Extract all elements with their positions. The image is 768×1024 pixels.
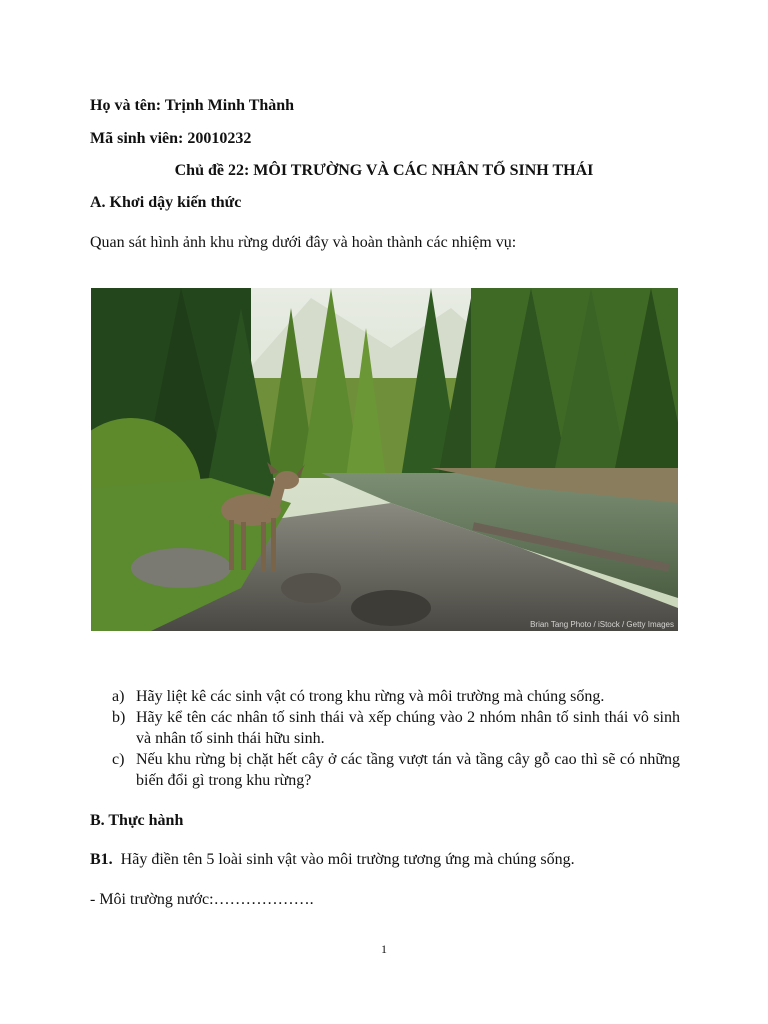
task-marker: c)	[112, 751, 125, 768]
student-name: Họ và tên: Trịnh Minh Thành	[90, 97, 295, 114]
task-text: Nếu khu rừng bị chặt hết cây ở các tầng vượt tán và tầng cây gỗ cao thì sẽ có những biến đổi gì trong khu rừng?	[136, 751, 680, 789]
section-b-heading: B. Thực hành	[90, 812, 184, 829]
topic-title: Chủ đề 22: MÔI TRƯỜNG VÀ CÁC NHÂN TỐ SINH THÁI	[174, 162, 594, 179]
image-credit: Brian Tang Photo / iStock / Getty Images	[530, 620, 674, 629]
forest-photo	[91, 288, 678, 631]
b1-label: B1.	[90, 851, 113, 868]
list-item	[88, 749, 680, 791]
section-a-intro: Quan sát hình ảnh khu rừng dưới đây và hoàn thành các nhiệm vụ:	[90, 234, 517, 251]
b1-text: Hãy điền tên 5 loài sinh vật vào môi trường tương ứng mà chúng sống.	[120, 851, 575, 868]
task-text: Hãy liệt kê các sinh vật có trong khu rừng và môi trường mà chúng sống.	[136, 688, 605, 705]
water-environment-line: - Môi trường nước:……………….	[90, 891, 314, 908]
task-marker: b)	[112, 709, 126, 726]
page-number: 1	[381, 942, 387, 956]
section-a-heading: A. Khơi dậy kiến thức	[90, 194, 242, 211]
task-text: Hãy kể tên các nhân tố sinh thái và xếp chúng vào 2 nhóm nhân tố sinh thái vô sinh và nhân tố sinh thái hữu sinh.	[136, 709, 680, 747]
task-marker: a)	[112, 688, 125, 705]
student-id: Mã sinh viên: 20010232	[90, 130, 252, 147]
task-list	[88, 686, 680, 791]
b1-line	[90, 850, 575, 870]
list-item	[88, 686, 680, 707]
list-item	[88, 707, 680, 749]
